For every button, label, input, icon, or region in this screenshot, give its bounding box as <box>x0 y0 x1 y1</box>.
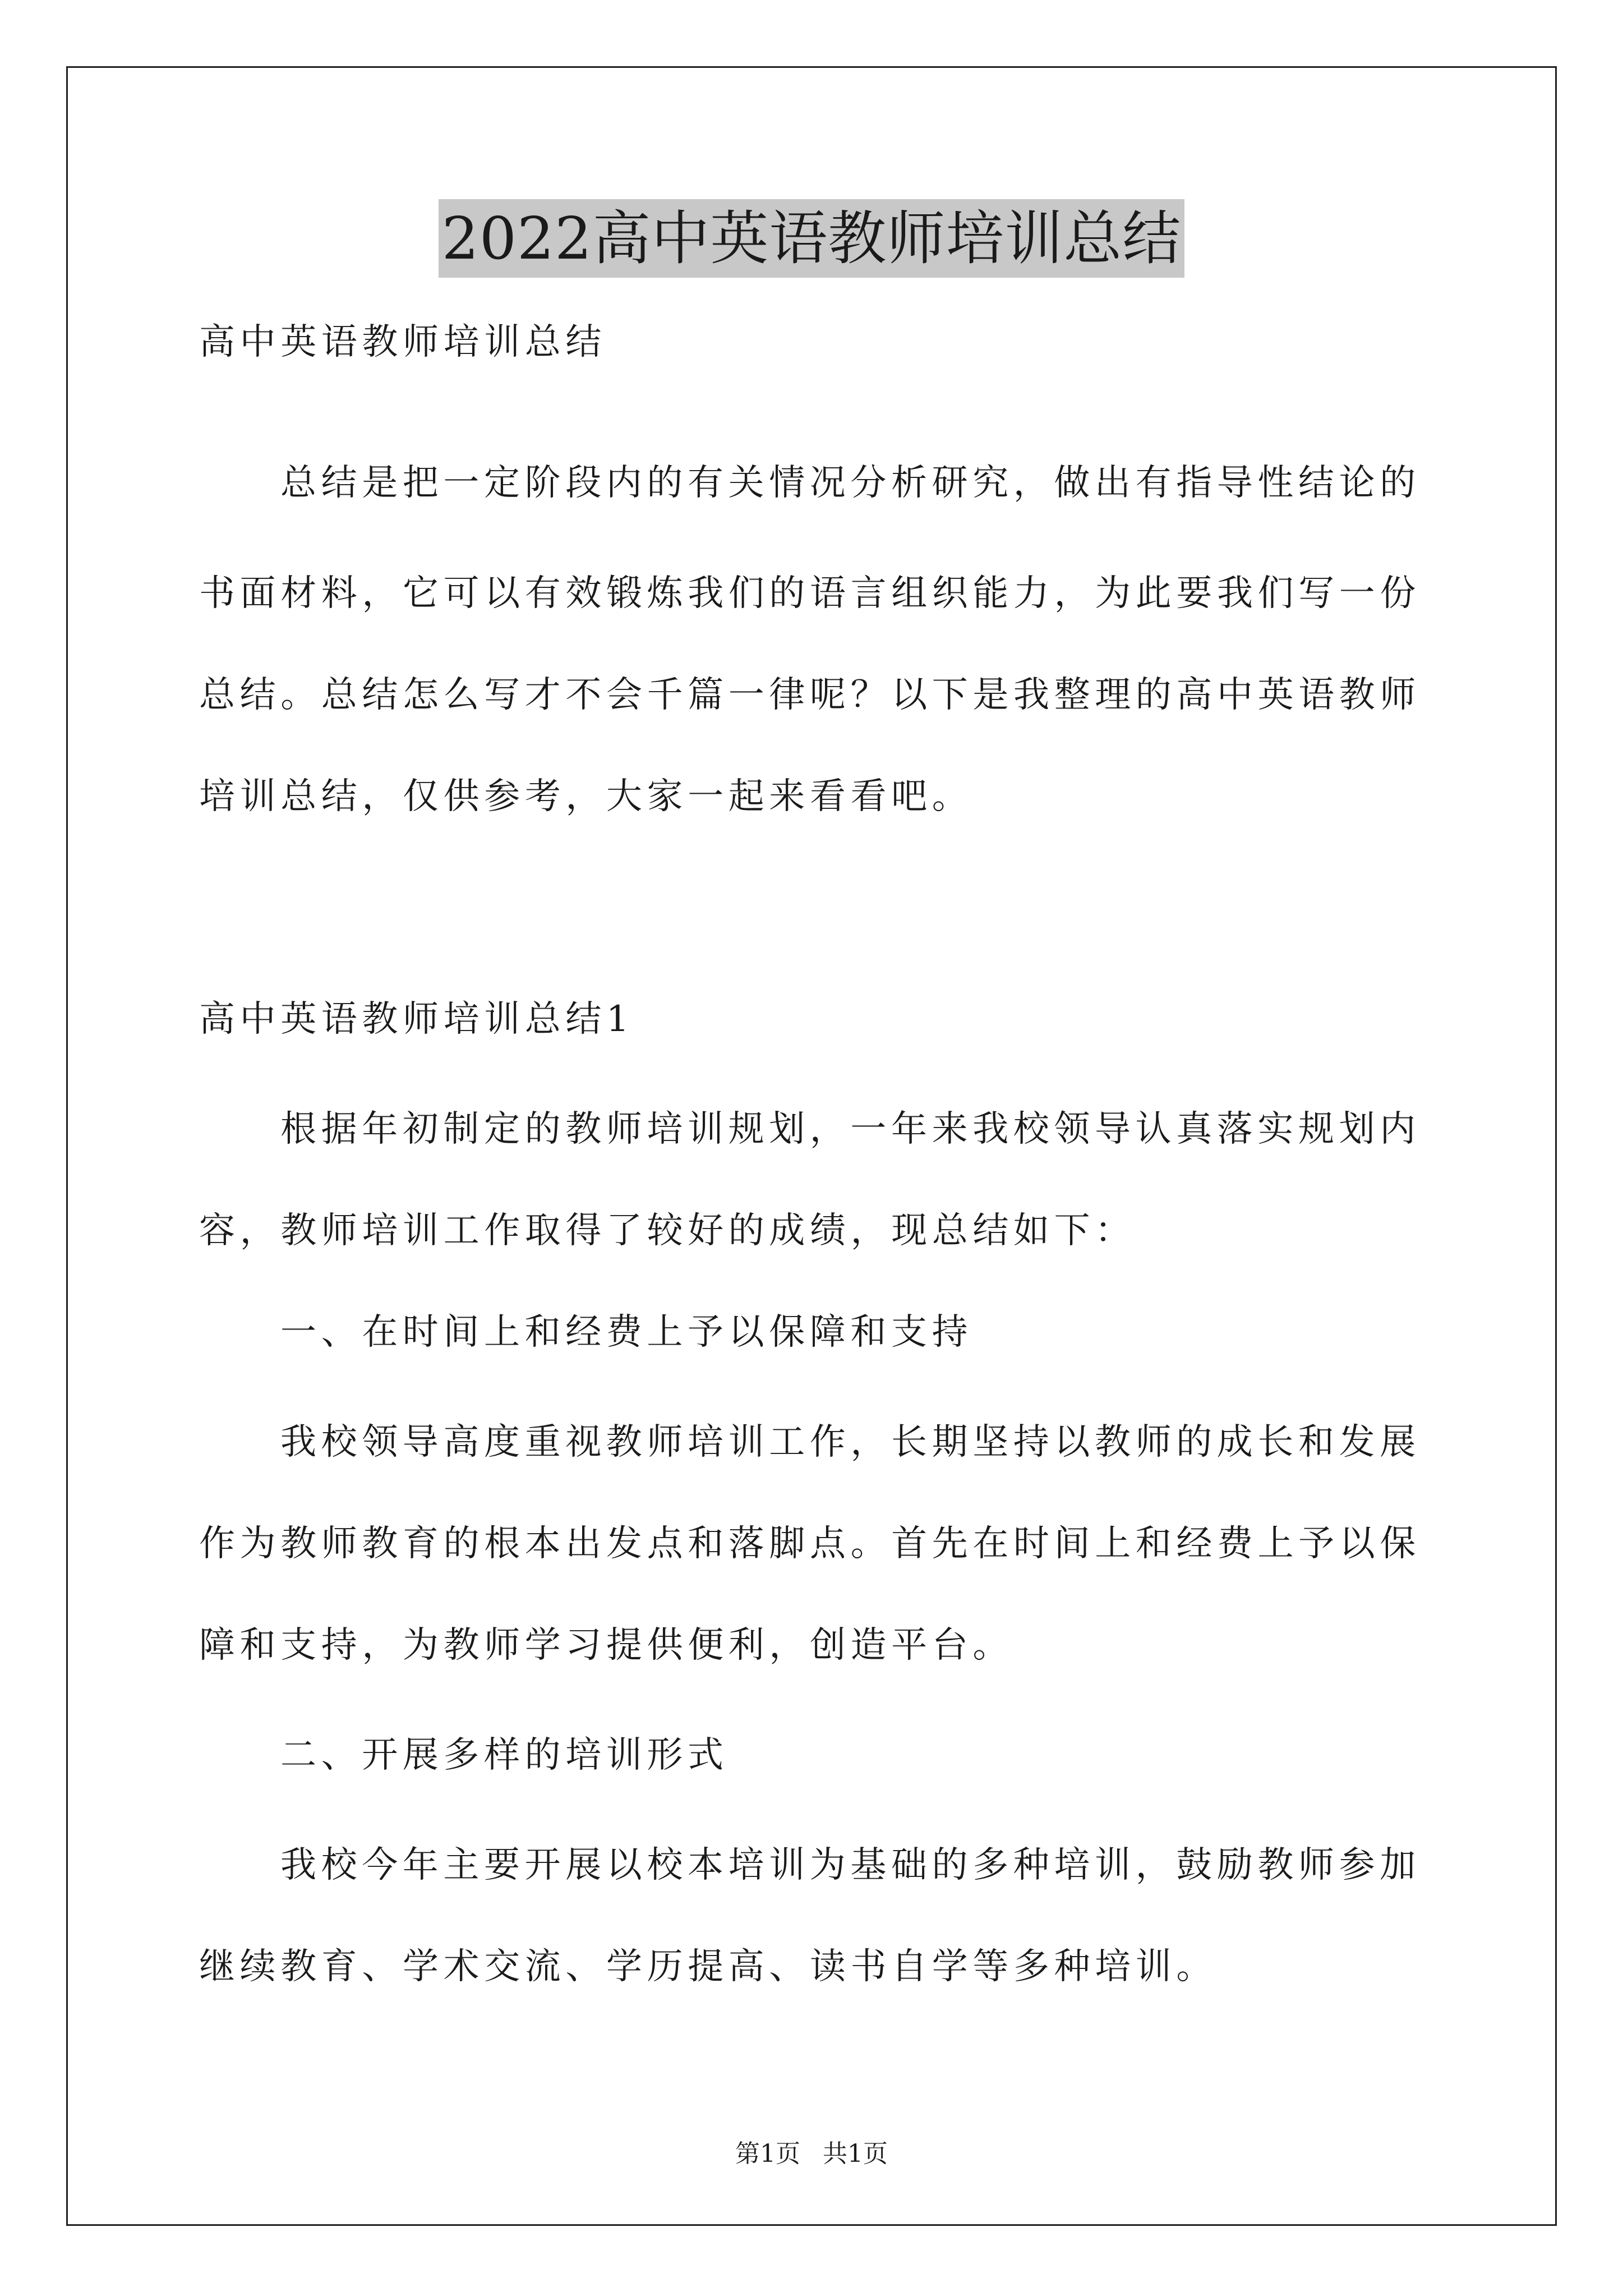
body-line: 障和支持，为教师学习提供便利，创造平台。 <box>199 1625 1013 1666</box>
body-line: 总结。总结怎么写才不会千篇一律呢？以下是我整理的高中英语教师 <box>199 674 1421 716</box>
subheading: 一、在时间上和经费上予以保障和支持 <box>280 1312 973 1353</box>
body-line: 继续教育、学术交流、学历提高、读书自学等多种培训。 <box>199 1946 1217 1987</box>
body-line: 容，教师培训工作取得了较好的成绩，现总结如下： <box>199 1210 1136 1251</box>
body-line: 作为教师教育的根本出发点和落脚点。首先在时间上和经费上予以保 <box>199 1523 1421 1565</box>
subtitle: 高中英语教师培训总结 <box>199 321 606 363</box>
page-total: 共1页 <box>823 2139 888 2168</box>
body-line: 我校今年主要开展以校本培训为基础的多种培训，鼓励教师参加 <box>280 1844 1421 1886</box>
document-title: 2022高中英语教师培训总结 <box>439 199 1185 278</box>
subheading: 二、开展多样的培训形式 <box>280 1734 728 1776</box>
body-line: 我校领导高度重视教师培训工作，长期坚持以教师的成长和发展 <box>280 1421 1421 1463</box>
page-number: 第1页 <box>735 2139 800 2168</box>
body-line: 总结是把一定阶段内的有关情况分析研究，做出有指导性结论的 <box>280 462 1421 504</box>
body-line: 书面材料，它可以有效锻炼我们的语言组织能力，为此要我们写一份 <box>199 573 1421 614</box>
title-container <box>0 199 1623 278</box>
section-heading: 高中英语教师培训总结1 <box>199 999 634 1040</box>
page-footer <box>0 2138 1623 2170</box>
body-line: 根据年初制定的教师培训规划，一年来我校领导认真落实规划内 <box>280 1108 1421 1150</box>
body-line: 培训总结，仅供参考，大家一起来看看吧。 <box>199 776 973 817</box>
